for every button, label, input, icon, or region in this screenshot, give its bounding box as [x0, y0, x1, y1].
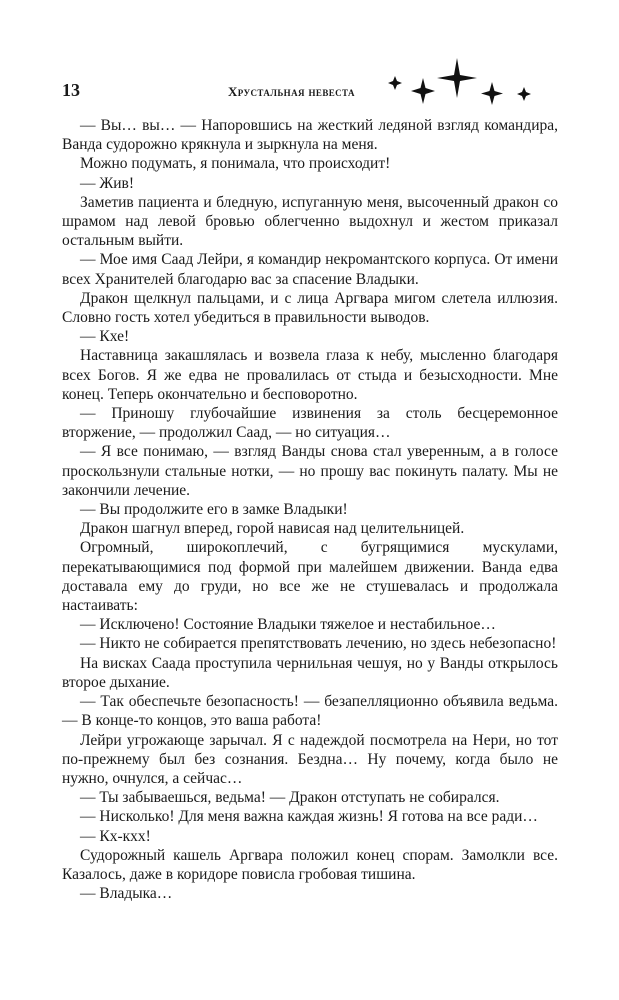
paragraph: — Ты забываешься, ведьма! — Дракон отступать не собирался. [80, 789, 500, 807]
paragraph: Огромный, широкоплечий, с бугрящимися мускулами, перекатывающимися под формой при малейшем движении. Ванда едва доставала ему до груди, но все же не стушевалась и продолжала настаивать: [62, 539, 558, 615]
running-title: Хрустальная невеста [228, 84, 355, 99]
stars-ornament-icon [385, 58, 535, 108]
body-text [62, 116, 558, 903]
paragraph: Дракон щелкнул пальцами, и с лица Аргвара мигом слетела иллюзия. Словно гость хотел убедиться в правильности выводов. [62, 289, 558, 327]
paragraph: — Я все понимаю, — взгляд Ванды снова стал уверенным, а в голосе проскользнули стальные нотки, — но прошу вас покинуть палату. Мы не закончили лечение. [62, 443, 558, 499]
paragraph: — Мое имя Саад Лейри, я командир некромантского корпуса. От имени всех Хранителей благодарю вас за спасение Владыки. [62, 251, 558, 288]
paragraph: Судорожный кашель Аргвара положил конец спорам. Замолкли все. Казалось, даже в коридоре повисла гробовая тишина. [62, 846, 558, 883]
paragraph: Лейри угрожающе зарычал. Я с надеждой посмотрела на Нери, но тот по-прежнему был без сознания. Бездна… Ну почему, когда было не нужно, очнулся, а сейчас… [62, 731, 558, 787]
paragraph: — Исключено! Состояние Владыки тяжелое и нестабильное… [80, 616, 496, 634]
paragraph: — Нисколько! Для меня важна каждая жизнь! Я готова на все ради… [80, 808, 538, 826]
paragraph: — Никто не собирается препятствовать лечению, но здесь небезопасно! [80, 635, 557, 653]
paragraph: — Владыка… [80, 885, 173, 903]
paragraph: — Вы… вы… — Напоровшись на жесткий ледяной взгляд командира, Ванда судорожно крякнула и зыркнула на меня. [62, 117, 558, 154]
paragraph: — Жив! [80, 174, 135, 192]
paragraph: — Приношу глубочайшие извинения за столь бесцеремонное вторжение, — продолжил Саад, — но ситуация… [62, 405, 558, 442]
page-number: 13 [62, 80, 80, 100]
paragraph: Можно подумать, я понимала, что происходит! [80, 155, 391, 173]
paragraph: — Кхе! [80, 328, 130, 346]
paragraph: Дракон шагнул вперед, горой нависая над целительницей. [80, 520, 465, 538]
paragraph: — Вы продолжите его в замке Владыки! [80, 501, 348, 519]
paragraph: Заметив пациента и бледную, испуганную меня, высоченный дракон со шрамом над левой бровью облегченно выдохнул и жестом приказал остальным выйти. [62, 193, 558, 250]
paragraph: — Кх-кхх! [80, 827, 151, 845]
paragraph: На висках Саада проступила чернильная чешуя, но у Ванды открылось второе дыхание. [62, 654, 558, 691]
paragraph: Наставница закашлялась и возвела глаза к небу, мысленно благодаря всех Богов. Я же едва не провалилась от стыда и безысходности. Мне конец. Теперь окончательно и бесповоротно. [62, 347, 558, 403]
paragraph: — Так обеспечьте безопасность! — безапелляционно объявила ведьма. — В конце-то концов, это ваша работа! [62, 693, 558, 730]
